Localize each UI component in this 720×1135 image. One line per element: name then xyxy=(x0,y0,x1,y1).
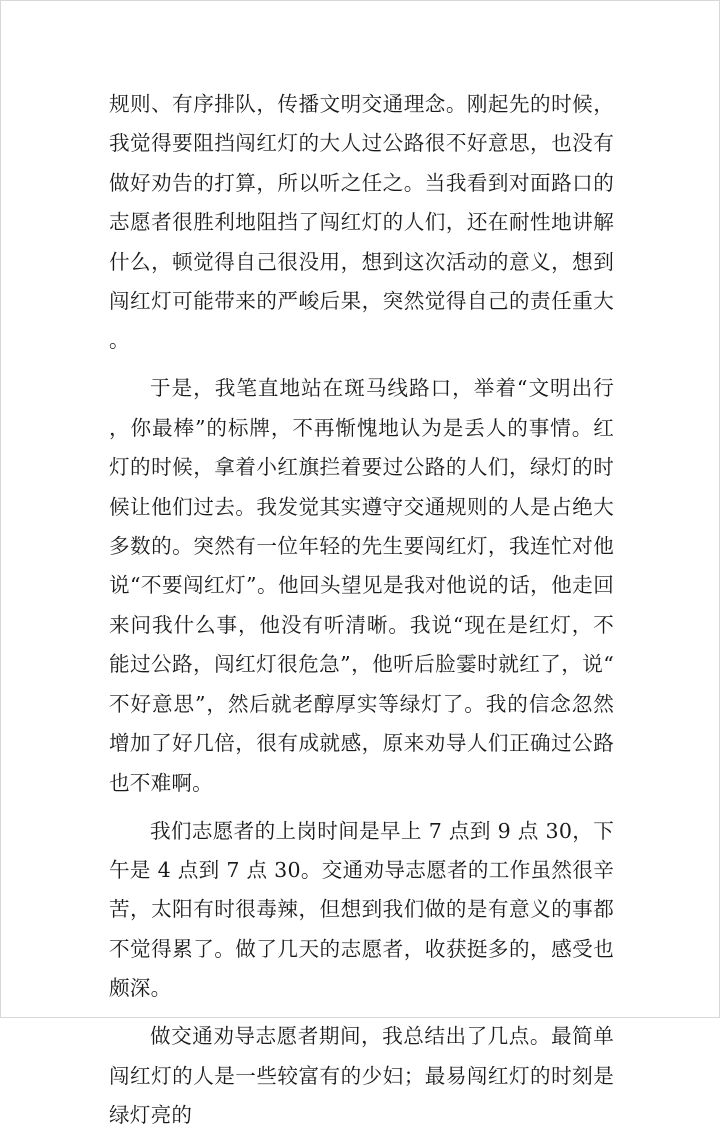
document-body xyxy=(109,85,614,1135)
paragraph-3: 我们志愿者的上岗时间是早上 7 点到 9 点 30，下午是 4 点到 7 点 30。交通劝导志愿者的工作虽然很辛苦，太阳有时很毒辣，但想到我们做的是有意义的事都不觉得累了。做了几天的志愿者，收获挺多的，感受也颇深。 xyxy=(109,818,614,1001)
paragraph-2: 于是，我笔直地站在斑马线路口，举着“文明出行，你最棒”的标牌，不再惭愧地认为是丢人的事情。红灯的时候，拿着小红旗拦着要过公路的人们，绿灯的时候让他们过去。我发觉其实遵守交通规则的人是占绝大多数的。突然有一位年轻的先生要闯红灯，我连忙对他说“不要闯红灯”。他回头望见是我对他说的话，他走回来问我什么事，他没有听清晰。我说“现在是红灯，不能过公路，闯红灯很危急”，他听后脸霎时就红了，说“不好意思”，然后就老醇厚实等绿灯了。我的信念忽然增加了好几倍，很有成就感，原来劝导人们正确过公路也不难啊。 xyxy=(109,376,614,795)
paragraph-4: 做交通劝导志愿者期间，我总结出了几点。最简单闯红灯的人是一些较富有的少妇；最易闯红灯的时刻是绿灯亮的 xyxy=(109,1024,614,1127)
paragraph-1: 规则、有序排队，传播文明交通理念。刚起先的时候，我觉得要阻挡闯红灯的大人过公路很不好意思，也没有做好劝告的打算，所以听之任之。当我看到对面路口的志愿者很胜利地阻挡了闯红灯的人们，还在耐性地讲解什么，顿觉得自己很没用，想到这次活动的意义，想到闯红灯可能带来的严峻后果，突然觉得自己的责任重大。 xyxy=(109,92,614,353)
